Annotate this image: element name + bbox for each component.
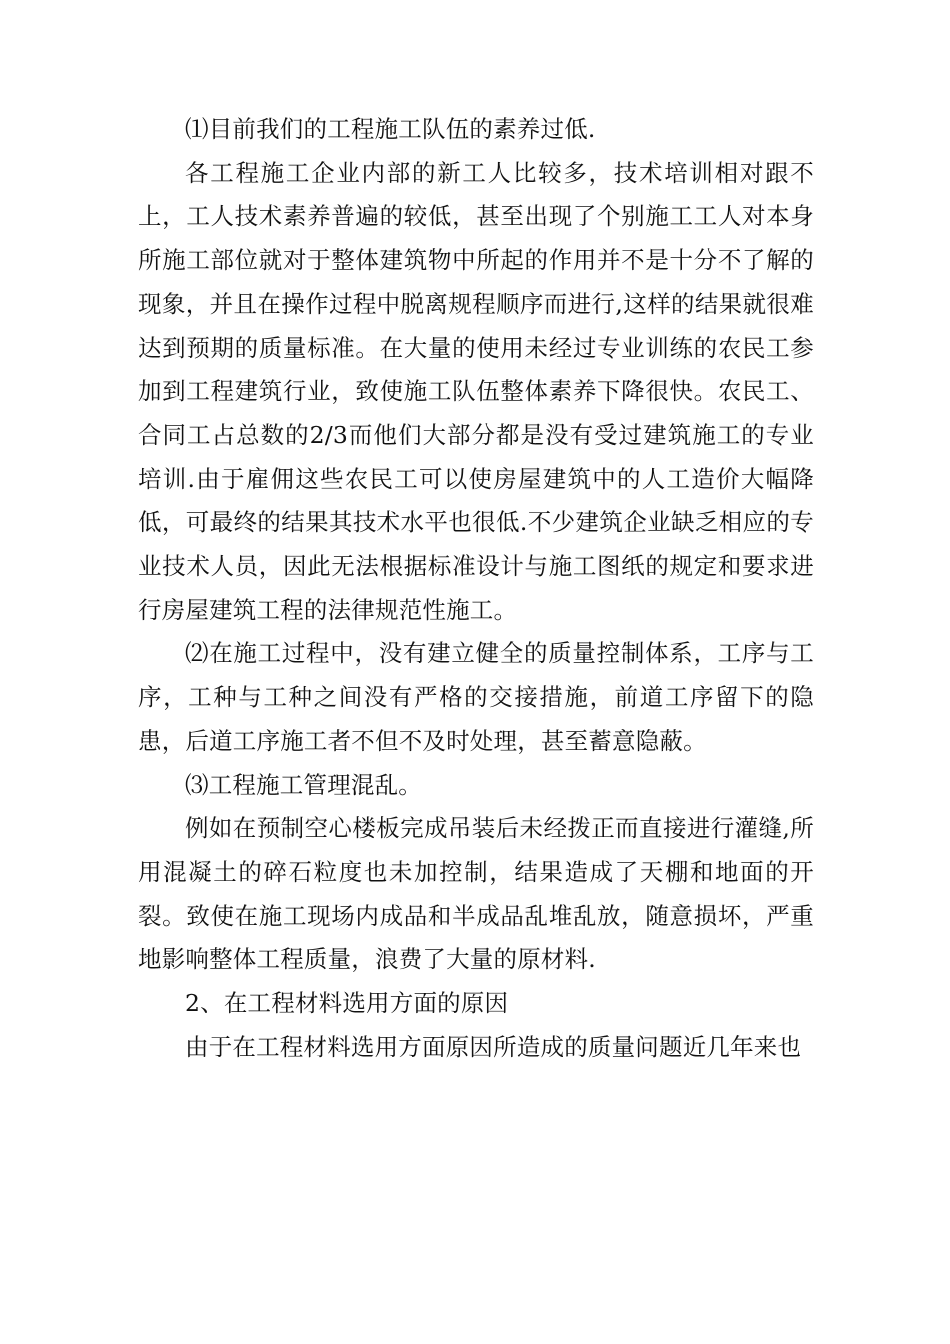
paragraph-6: 2、在工程材料选用方面的原因 (185, 989, 509, 1018)
paragraph-1: ⑴目前我们的工程施工队伍的素养过低. (185, 115, 596, 143)
paragraph-7: 由于在工程材料选用方面原因所造成的质量问题近几年来也 (185, 1032, 802, 1061)
paragraph-5: 例如在预制空心楼板完成吊装后未经拨正而直接进行灌缝,所用混凝土的碎石粒度也未加控制，结果造成了天棚和地面的开裂。致使在施工现场内成品和半成品乱堆乱放，随意损坏，严重地影响整体工程质量，浪费了大量的原材料. (138, 814, 814, 974)
paragraph-4: ⑶工程施工管理混乱。 (185, 770, 422, 799)
document-page (138, 108, 814, 1069)
paragraph-3: ⑵在施工过程中，没有建立健全的质量控制体系，工序与工序，工种与工种之间没有严格的交接措施，前道工序留下的隐患，后道工序施工者不但不及时处理，甚至蓄意隐蔽。 (138, 639, 814, 755)
paragraph-2: 各工程施工企业内部的新工人比较多，技术培训相对跟不上，工人技术素养普遍的较低，甚至出现了个别施工工人对本身所施工部位就对于整体建筑物中所起的作用并不是十分不了解的现象，并且在操作过程中脱离规程顺序而进行,这样的结果就很难达到预期的质量标准。在大量的使用未经过专业训练的农民工参加到工程建筑行业，致使施工队伍整体素养下降很快。农民工、合同工占总数的2/3而他们大部分都是没有受过建筑施工的专业培训.由于雇佣这些农民工可以使房屋建筑中的人工造价大幅降低，可最终的结果其技术水平也很低.不少建筑企业缺乏相应的专业技术人员，因此无法根据标准设计与施工图纸的规定和要求进行房屋建筑工程的法律规范性施工。 (138, 158, 814, 624)
